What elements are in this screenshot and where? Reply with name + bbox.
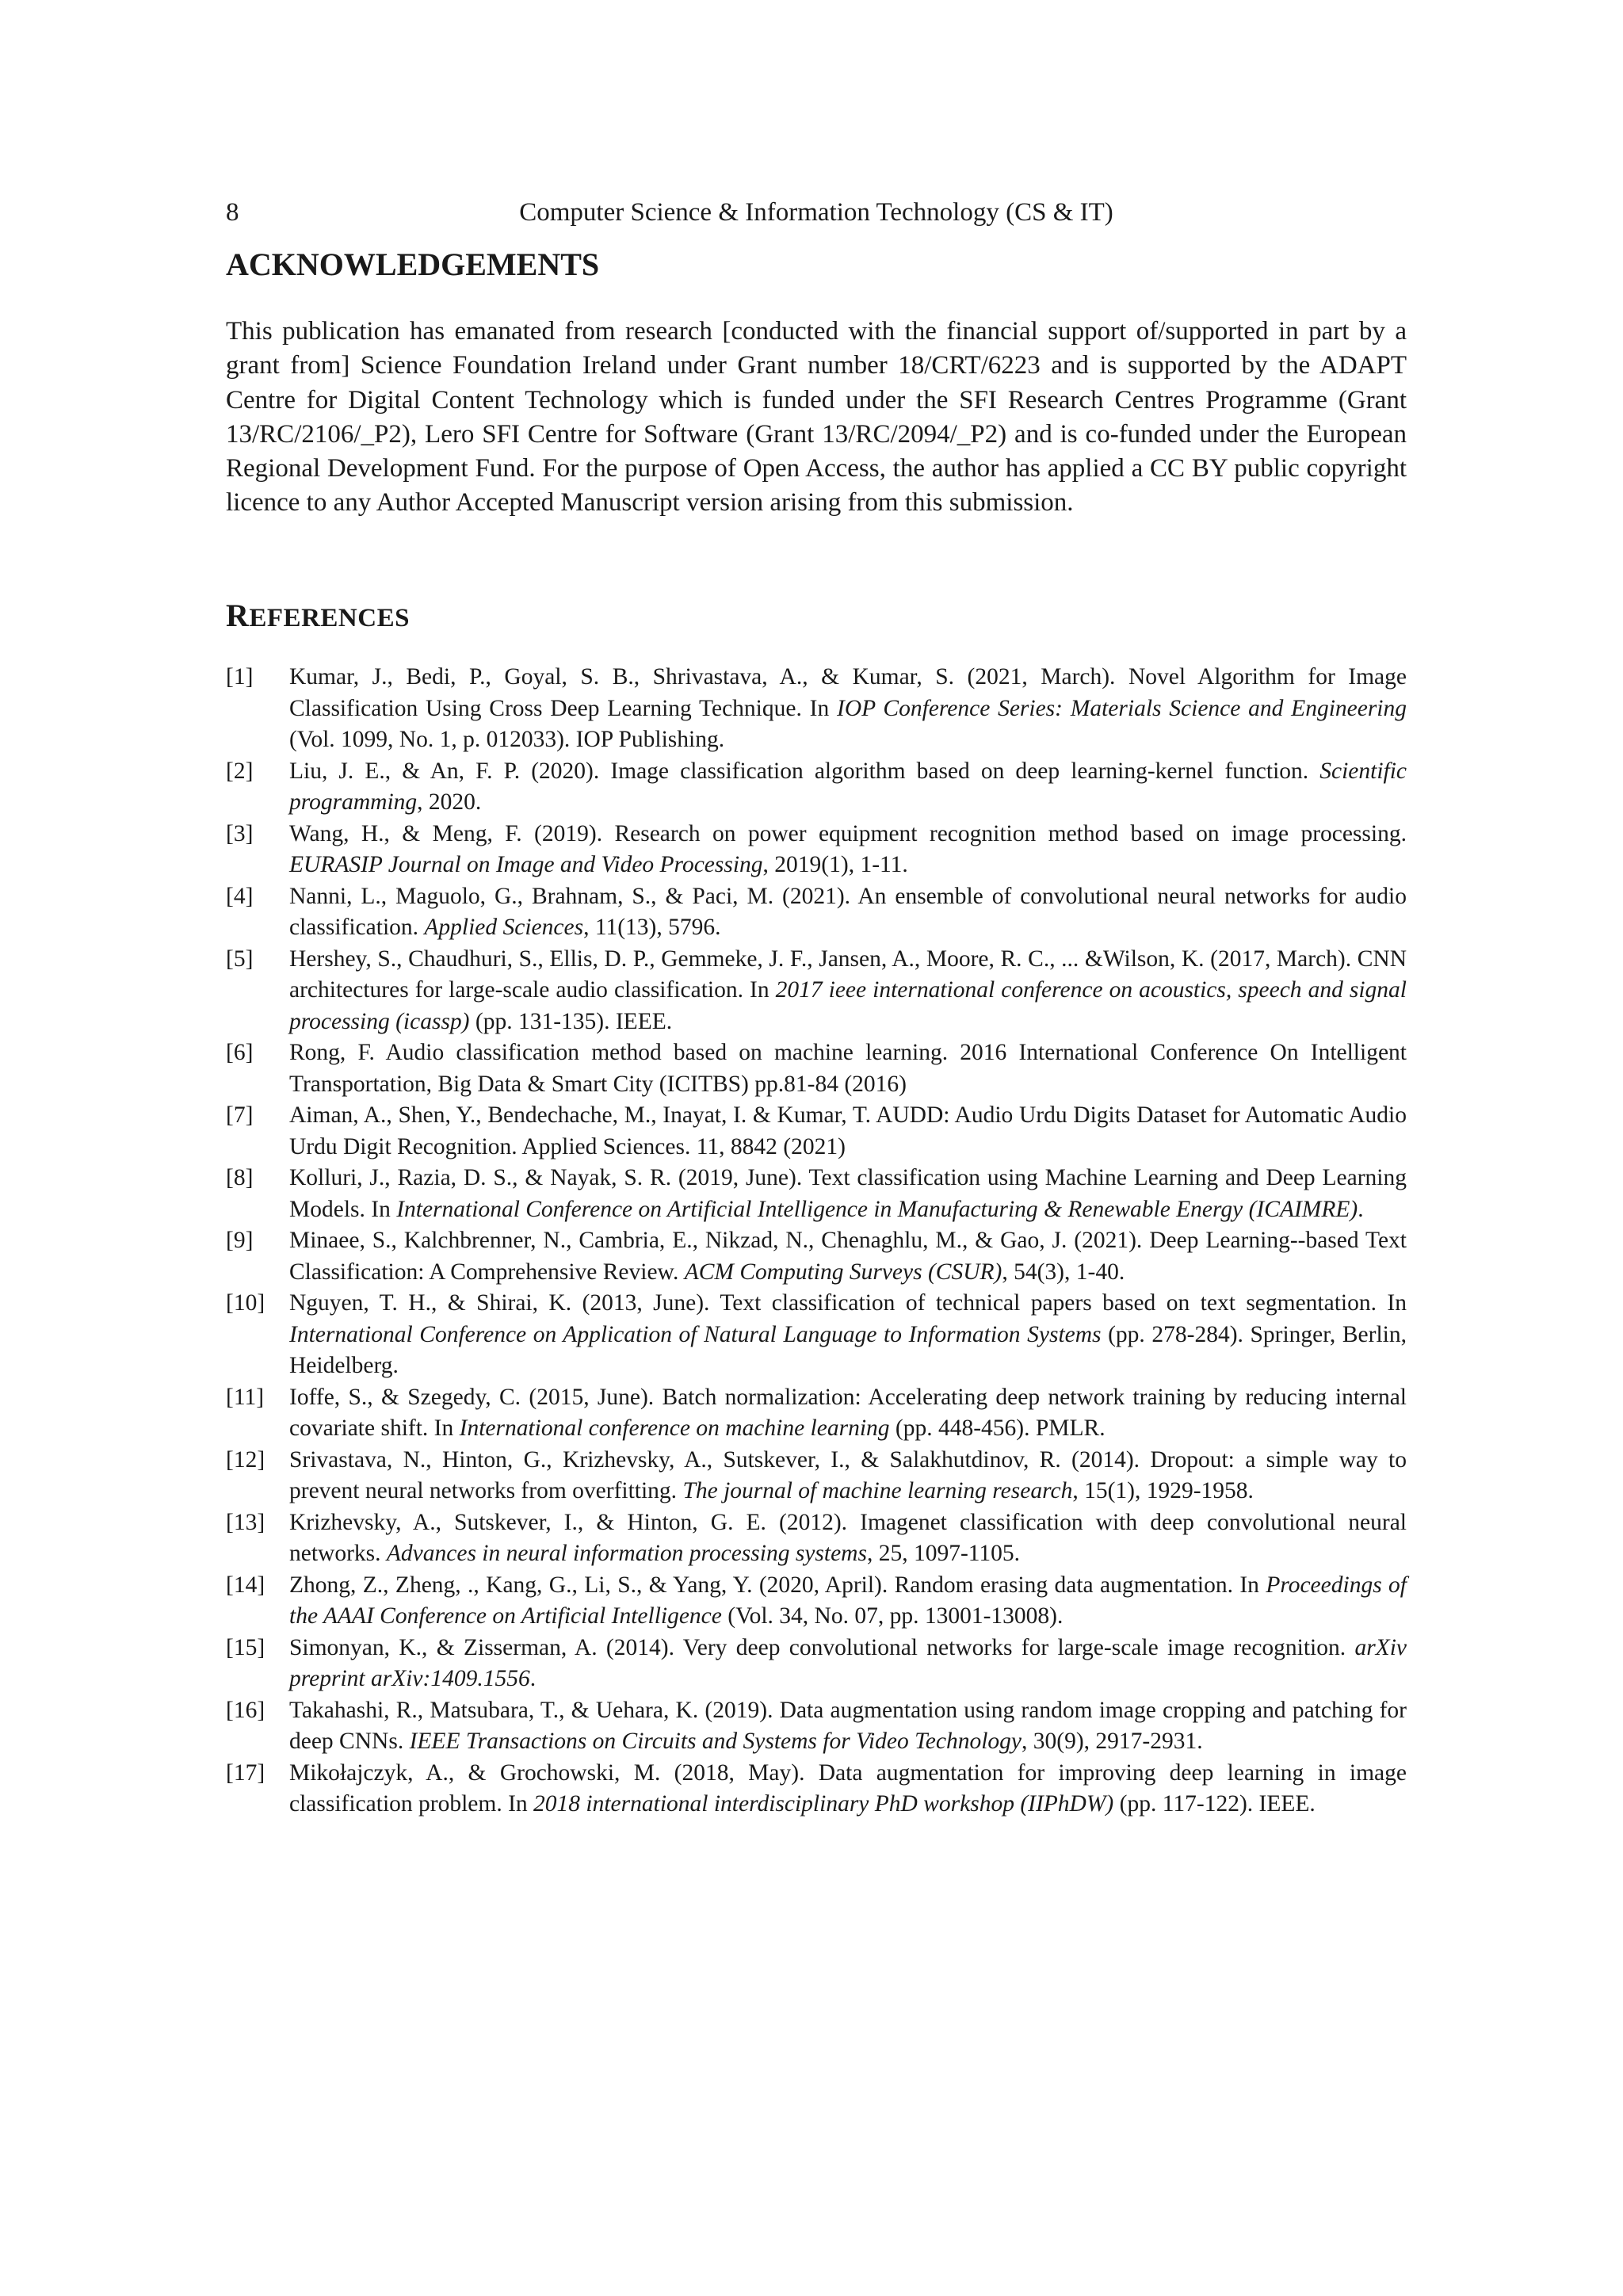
reference-item [226, 1382, 1407, 1445]
reference-authors-title: Zhong, Z., Zheng, ., Kang, G., Li, S., & Yang, Y. (2020, April). Random erasing data augmentation. In [289, 1572, 1266, 1598]
reference-number: [17] [226, 1759, 265, 1786]
reference-authors-title: Mikołajczyk, A., & Grochowski, M. (2018, May). Data augmentation for improving deep learning in image classification problem. In [289, 1759, 1407, 1817]
reference-venue: Advances in neural information processing systems [386, 1541, 867, 1566]
reference-venue: ACM Computing Surveys (CSUR) [684, 1259, 1002, 1285]
reference-authors-title: Ioffe, S., & Szegedy, C. (2015, June). Batch normalization: Accelerating deep network training by reducing internal covariate shift. In [289, 1384, 1407, 1441]
references-heading-rest: EFERENCES [249, 604, 410, 632]
reference-authors-title: Minaee, S., Kalchbrenner, N., Cambria, E., Nikzad, N., Chenaghlu, M., & Gao, J. (2021). Deep Learning--based Text Classification: A Comprehensive Review. [289, 1228, 1407, 1285]
reference-text [289, 664, 1407, 752]
reference-text [289, 821, 1407, 878]
reference-venue: 2017 ieee international conference on acoustics, speech and signal processing (icassp) [289, 977, 1407, 1034]
reference-details: , 30(9), 2917-2931. [1022, 1729, 1203, 1754]
reference-item [226, 1507, 1407, 1570]
reference-authors-title: Kumar, J., Bedi, P., Goyal, S. B., Shrivastava, A., & Kumar, S. (2021, March). Novel Algorithm for Image Classification Using Cross Deep Learning Technique. In [289, 664, 1407, 721]
reference-item [226, 1445, 1407, 1507]
reference-text [289, 1228, 1407, 1285]
reference-details: , 25, 1097-1105. [866, 1541, 1021, 1566]
reference-text [289, 1165, 1407, 1222]
reference-item [226, 1633, 1407, 1695]
reference-text [289, 1510, 1407, 1567]
reference-number: [10] [226, 1290, 265, 1316]
reference-authors-title: Kolluri, J., Razia, D. S., & Nayak, S. R. (2019, June). Text classification using Machine Learning and Deep Learning Models. In [289, 1165, 1407, 1222]
reference-venue: The journal of machine learning research [682, 1478, 1073, 1503]
reference-text [289, 946, 1407, 1034]
journal-name: Computer Science & Information Technology (CS & IT) [519, 198, 1113, 227]
reference-details: (pp. 117-122). IEEE. [1113, 1791, 1316, 1817]
reference-details: (Vol. 1099, No. 1, p. 012033). IOP Publishing. [289, 727, 725, 752]
reference-text [289, 1572, 1407, 1629]
reference-text [289, 1290, 1407, 1378]
reference-number: [13] [226, 1509, 265, 1535]
reference-number: [6] [226, 1040, 254, 1065]
reference-details: , 15(1), 1929-1958. [1072, 1478, 1254, 1503]
reference-item [226, 1570, 1407, 1633]
reference-details: (pp. 131-135). IEEE. [469, 1008, 673, 1034]
reference-text [289, 884, 1407, 941]
reference-details: . [1358, 1196, 1364, 1222]
reference-authors-title: Takahashi, R., Matsubara, T., & Uehara, K. (2019). Data augmentation using random image cropping and patching for deep CNNs. [289, 1697, 1407, 1754]
reference-venue: Applied Sciences [424, 915, 584, 940]
reference-details: , 2020. [417, 789, 482, 815]
reference-authors-title: Liu, J. E., & An, F. P. (2020). Image classification algorithm based on deep learning-kernel function. [289, 758, 1320, 784]
reference-item [226, 1758, 1407, 1820]
reference-text [289, 1447, 1407, 1504]
reference-number: [14] [226, 1572, 265, 1598]
reference-authors-title: Srivastava, N., Hinton, G., Krizhevsky, A., Sutskever, I., & Salakhutdinov, R. (2014). Dropout: a simple way to prevent neural networks from overfitting. [289, 1446, 1407, 1503]
reference-details: , 54(3), 1-40. [1002, 1259, 1125, 1285]
reference-item [226, 881, 1407, 944]
references-heading [226, 596, 410, 638]
reference-venue: IOP Conference Series: Materials Science and Engineering [837, 695, 1407, 721]
reference-item [226, 1163, 1407, 1225]
reference-item [226, 1288, 1407, 1382]
reference-details: , 2019(1), 1-11. [762, 852, 908, 877]
reference-item [226, 1695, 1407, 1758]
reference-number: [16] [226, 1697, 265, 1723]
reference-item [226, 944, 1407, 1038]
reference-list [226, 662, 1407, 1820]
reference-venue: arXiv preprint arXiv:1409.1556 [289, 1634, 1407, 1691]
reference-details: (pp. 448-456). PMLR. [889, 1415, 1106, 1441]
reference-text [289, 1040, 1407, 1097]
reference-venue: EURASIP Journal on Image and Video Processing [289, 852, 763, 877]
reference-details: , 11(13), 5796. [583, 915, 721, 940]
reference-text [289, 758, 1407, 816]
reference-venue: IEEE Transactions on Circuits and Systems for Video Technology [409, 1729, 1022, 1754]
reference-number: [5] [226, 946, 254, 972]
reference-item [226, 1100, 1407, 1163]
reference-authors-title: Wang, H., & Meng, F. (2019). Research on power equipment recognition method based on image processing. [289, 820, 1407, 846]
reference-authors-title: Aiman, A., Shen, Y., Bendechache, M., Inayat, I. & Kumar, T. AUDD: Audio Urdu Digits Dataset for Automatic Audio Urdu Digit Recognition. Applied Sciences. 11, 8842 (2021) [289, 1102, 1407, 1159]
reference-item [226, 756, 1407, 819]
reference-details: (Vol. 34, No. 07, pp. 13001-13008). [721, 1603, 1064, 1629]
references-heading-initial: R [226, 598, 250, 633]
reference-number: [2] [226, 758, 254, 784]
acknowledgements-body: This publication has emanated from research [conducted with the financial support of/supported in part by a grant from] Science Foundation Ireland under Grant number 18/CRT/6223 and is supported by the ADAPT Centre for Digital Content Technology which is funded under the SFI Research Centres Programme (Grant 13/RC/2106/_P2), Lero SFI Centre for Software (Grant 13/RC/2094/_P2) and is co-funded under the European Regional Development Fund. For the purpose of Open Access, the author has applied a CC BY public copyright licence to any Author Accepted Manuscript version arising from this submission. [226, 317, 1407, 518]
reference-item [226, 1037, 1407, 1100]
reference-item [226, 1225, 1407, 1288]
reference-authors-title: Krizhevsky, A., Sutskever, I., & Hinton, G. E. (2012). Imagenet classification with deep convolutional neural networks. [289, 1509, 1407, 1566]
reference-number: [9] [226, 1228, 254, 1253]
reference-text [289, 1102, 1407, 1159]
reference-number: [4] [226, 883, 254, 909]
reference-venue: 2018 international interdisciplinary PhD workshop (IIPhDW) [533, 1791, 1114, 1817]
reference-venue: International Conference on Artificial Intelligence in Manufacturing & Renewable Energy (ICAIMRE) [396, 1196, 1358, 1222]
reference-text [289, 1635, 1407, 1692]
reference-venue: Scientific programming [289, 758, 1407, 815]
reference-details: . [529, 1666, 537, 1691]
page-number: 8 [226, 198, 239, 227]
reference-details: (pp. 278-284). Springer, Berlin, Heidelberg. [289, 1321, 1407, 1378]
reference-number: [3] [226, 820, 254, 846]
reference-item [226, 819, 1407, 881]
acknowledgements-heading: ACKNOWLEDGEMENTS [226, 246, 600, 282]
reference-authors-title: Rong, F. Audio classification method based on machine learning. 2016 International Conference On Intelligent Transportation, Big Data & Smart City (ICITBS) pp.81-84 (2016) [289, 1040, 1407, 1097]
reference-number: [7] [226, 1102, 254, 1128]
reference-authors-title: Nguyen, T. H., & Shirai, K. (2013, June). Text classification of technical papers based on text segmentation. In [289, 1290, 1407, 1316]
reference-number: [1] [226, 664, 254, 690]
reference-authors-title: Nanni, L., Maguolo, G., Brahnam, S., & Paci, M. (2021). An ensemble of convolutional neural networks for audio classification. [289, 883, 1407, 940]
reference-item [226, 662, 1407, 756]
reference-text [289, 1698, 1407, 1755]
reference-venue: Proceedings of the AAAI Conference on Artificial Intelligence [289, 1572, 1407, 1629]
reference-authors-title: Simonyan, K., & Zisserman, A. (2014). Very deep convolutional networks for large-scale image recognition. [289, 1634, 1355, 1660]
reference-number: [15] [226, 1634, 265, 1660]
reference-text [289, 1760, 1407, 1817]
reference-authors-title: Hershey, S., Chaudhuri, S., Ellis, D. P., Gemmeke, J. F., Jansen, A., Moore, R. C., ... &Wilson, K. (2017, March). CNN architectures for large-scale audio classification. In [289, 946, 1407, 1003]
reference-venue: International conference on machine learning [459, 1415, 890, 1441]
reference-number: [11] [226, 1384, 265, 1410]
reference-number: [8] [226, 1165, 254, 1190]
reference-number: [12] [226, 1446, 265, 1473]
reference-text [289, 1385, 1407, 1442]
reference-venue: International Conference on Application of Natural Language to Information Systems [289, 1321, 1102, 1347]
